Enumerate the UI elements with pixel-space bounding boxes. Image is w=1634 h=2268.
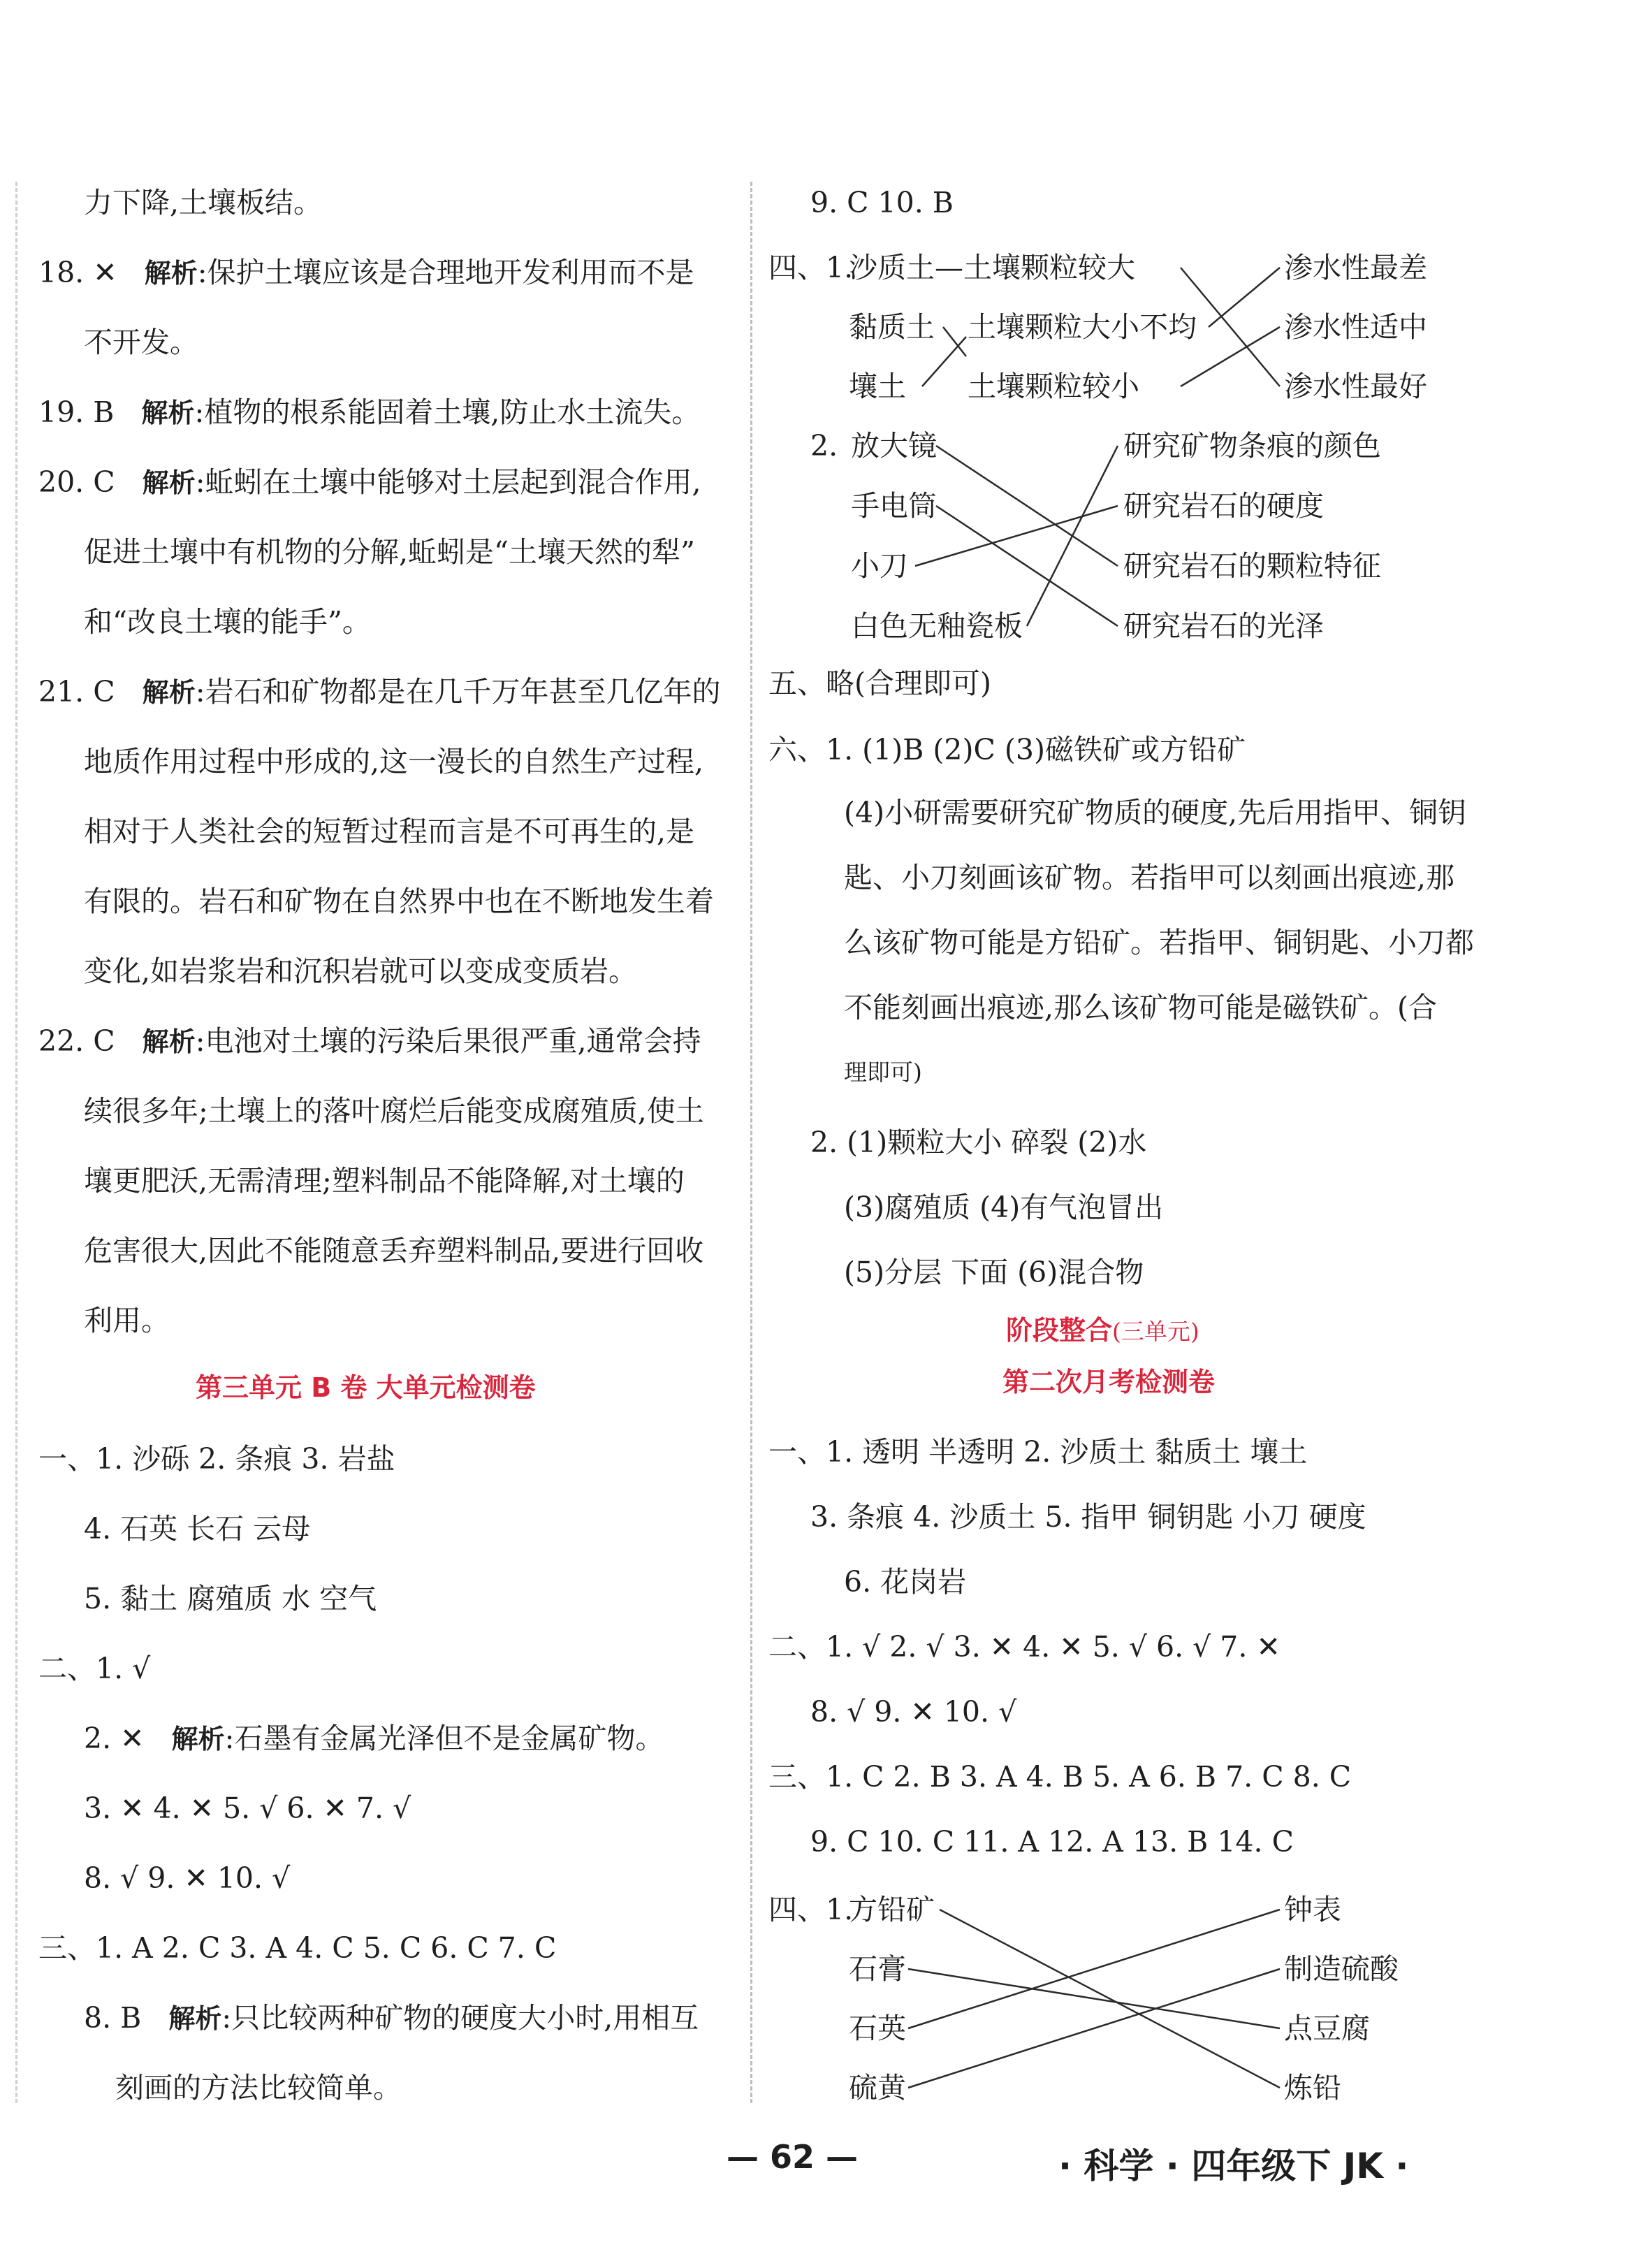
match3-right-2: 制造硫酸 bbox=[1284, 1952, 1399, 1986]
q22-label: 解析 bbox=[142, 1026, 196, 1057]
e1-line3: 3. 条痕 4. 沙质土 5. 指甲 铜钥匙 小刀 硬度 bbox=[810, 1500, 1366, 1534]
subject-label: · 科学 · 四年级下 JK · bbox=[1058, 2146, 1409, 2186]
r-section6-q4-e: 理即可) bbox=[844, 1059, 922, 1086]
match2-right-2: 研究岩石的硬度 bbox=[1123, 489, 1324, 523]
r-section6-q2-c: (5)分层 下面 (6)混合物 bbox=[844, 1256, 1144, 1289]
s1-line1: 一、1. 沙砾 2. 条痕 3. 岩盐 bbox=[38, 1442, 395, 1476]
q18-continued: 不开发。 bbox=[84, 326, 198, 359]
q22-text: :电池对土壤的污染后果很严重,通常会持 bbox=[195, 1024, 701, 1058]
match2-right-3: 研究岩石的颗粒特征 bbox=[1123, 549, 1381, 583]
r-section6-q4-a: (4)小研需要研究矿物质的硬度,先后用指甲、铜钥 bbox=[844, 796, 1467, 829]
q21-label: 解析 bbox=[142, 677, 196, 708]
match2-prefix: 2. bbox=[810, 429, 838, 463]
s3-line1: 三、1. A 2. C 3. A 4. C 5. C 6. C 7. C bbox=[38, 1931, 557, 1965]
match1-left-1: 沙质土—土壤颗粒较大 bbox=[849, 251, 1135, 284]
q22-number: 22. C bbox=[38, 1024, 115, 1058]
q21-continued-4: 变化,如岩浆岩和沉积岩就可以变成变质岩。 bbox=[84, 954, 638, 988]
match2-left-3: 小刀 bbox=[851, 549, 908, 583]
match3-right-1: 钟表 bbox=[1284, 1893, 1341, 1926]
q20-label: 解析 bbox=[142, 467, 196, 498]
match1-line-b bbox=[1209, 268, 1280, 327]
stage-note: (三单元) bbox=[1112, 1318, 1199, 1345]
match3-prefix: 四、1. bbox=[768, 1893, 854, 1926]
r-section6-q4-b: 匙、小刀刻画该矿物。若指甲可以刻画出痕迹,那 bbox=[844, 861, 1455, 894]
match3-right-3: 点豆腐 bbox=[1284, 2012, 1370, 2045]
s1-line4: 4. 石英 长石 云母 bbox=[84, 1512, 311, 1546]
s3-q8-number: 8. B bbox=[84, 2001, 142, 2035]
q20-continued-2: 和“改良土壤的能手”。 bbox=[84, 605, 371, 639]
match1-right-3: 渗水性最好 bbox=[1284, 370, 1427, 403]
match2-left-1: 放大镜 bbox=[851, 429, 937, 463]
match1-right-2: 渗水性适中 bbox=[1284, 310, 1427, 344]
e2-line8: 8. √ 9. ✕ 10. √ bbox=[810, 1695, 1017, 1729]
q20-continued-1: 促进土壤中有机物的分解,蚯蚓是“土壤天然的犁” bbox=[84, 535, 695, 569]
q20-text: :蚯蚓在土壤中能够对土层起到混合作用, bbox=[195, 465, 701, 499]
q19-text: :植物的根系能固着土壤,防止水土流失。 bbox=[194, 395, 701, 429]
match1-right-1: 渗水性最差 bbox=[1284, 251, 1427, 284]
text-line: 力下降,土壤板结。 bbox=[84, 186, 323, 219]
q18-text: :保护土壤应该是合理地开发利用而不是 bbox=[197, 256, 694, 289]
match2-right-1: 研究矿物条痕的颜色 bbox=[1123, 429, 1381, 463]
match2-line-c bbox=[915, 506, 1118, 566]
stage-title: 阶段整合 bbox=[1006, 1315, 1113, 1346]
q22-continued-2: 壤更肥沃,无需清理;塑料制品不能降解,对土壤的 bbox=[84, 1164, 685, 1198]
match2-left-4: 白色无釉瓷板 bbox=[851, 609, 1023, 643]
q18-label: 解析 bbox=[144, 258, 198, 289]
s2-line1: 二、1. √ bbox=[38, 1652, 151, 1685]
e3-line9: 9. C 10. C 11. A 12. A 13. B 14. C bbox=[810, 1825, 1294, 1859]
e1-line6: 6. 花岗岩 bbox=[844, 1565, 967, 1599]
s2-line3: 3. ✕ 4. ✕ 5. √ 6. ✕ 7. √ bbox=[84, 1791, 411, 1825]
q19-label: 解析 bbox=[141, 398, 195, 428]
match2-left-2: 手电筒 bbox=[851, 489, 937, 523]
match1-left-3: 壤土 bbox=[849, 370, 906, 403]
q19-number: 19. B bbox=[38, 395, 115, 429]
match2-right-4: 研究岩石的光泽 bbox=[1123, 609, 1324, 643]
q21-text: :岩石和矿物都是在几千万年甚至几亿年的 bbox=[195, 675, 721, 708]
q22-continued-4: 利用。 bbox=[84, 1304, 170, 1337]
s3-q8-label: 解析 bbox=[168, 2003, 222, 2034]
match3-right-4: 炼铅 bbox=[1284, 2071, 1341, 2105]
match1-line-a bbox=[1181, 268, 1280, 386]
match3-left-4: 硫黄 bbox=[849, 2071, 906, 2105]
r-section6-line1: 六、1. (1)B (2)C (3)磁铁矿或方铅矿 bbox=[768, 733, 1246, 766]
match3-line-d bbox=[908, 1969, 1280, 2088]
s2-q2-label: 解析 bbox=[171, 1724, 225, 1754]
s2-q2-text: :石墨有金属光泽但不是金属矿物。 bbox=[224, 1722, 664, 1755]
q20-number: 20. C bbox=[38, 465, 115, 499]
r-line1: 9. C 10. B bbox=[810, 186, 954, 219]
q22-continued-3: 危害很大,因此不能随意丢弃塑料制品,要进行回收 bbox=[84, 1234, 704, 1267]
page-number: — 62 — bbox=[727, 2138, 859, 2176]
section-title-unit3-b: 第三单元 B 卷 大单元检测卷 bbox=[196, 1372, 536, 1403]
s3-q8-continued: 刻画的方法比较简单。 bbox=[115, 2071, 402, 2105]
match1-mid-1: 土壤颗粒大小不均 bbox=[968, 310, 1197, 344]
match3-line-b bbox=[908, 1969, 1280, 2028]
e3-line1: 三、1. C 2. B 3. A 4. B 5. A 6. B 7. C 8. C bbox=[768, 1760, 1352, 1794]
match1-prefix: 四、1. bbox=[768, 251, 854, 284]
match3-left-2: 石膏 bbox=[849, 1952, 906, 1986]
s1-line5: 5. 黏土 腐殖质 水 空气 bbox=[84, 1582, 377, 1615]
s2-line8: 8. √ 9. ✕ 10. √ bbox=[84, 1861, 291, 1895]
match3-left-3: 石英 bbox=[849, 2012, 906, 2045]
r-section6-q2-a: 2. (1)颗粒大小 碎裂 (2)水 bbox=[810, 1126, 1147, 1159]
e2-line1: 二、1. √ 2. √ 3. ✕ 4. ✕ 5. √ 6. √ 7. ✕ bbox=[768, 1630, 1281, 1664]
match2-line-b bbox=[936, 506, 1118, 626]
s3-q8-text: :只比较两种矿物的硬度大小时,用相互 bbox=[221, 2001, 699, 2035]
q21-continued-2: 相对于人类社会的短暂过程而言是不可再生的,是 bbox=[84, 815, 695, 848]
q18-number: 18. ✕ bbox=[38, 256, 117, 289]
r-section5: 五、略(合理即可) bbox=[768, 667, 991, 700]
match1-line-c bbox=[1181, 327, 1280, 386]
s2-q2-number: 2. ✕ bbox=[84, 1722, 145, 1755]
r-section6-q2-b: (3)腐殖质 (4)有气泡冒出 bbox=[844, 1191, 1164, 1224]
exam-title: 第二次月考检测卷 bbox=[1002, 1367, 1216, 1397]
q21-number: 21. C bbox=[38, 675, 115, 708]
match1-line-e bbox=[922, 337, 966, 386]
match1-mid-2: 土壤颗粒较小 bbox=[968, 370, 1139, 403]
q21-continued-1: 地质作用过程中形成的,这一漫长的自然生产过程, bbox=[84, 745, 704, 778]
match3-left-1: 方铅矿 bbox=[849, 1893, 935, 1926]
e1-line1: 一、1. 透明 半透明 2. 沙质土 黏质土 壤土 bbox=[768, 1435, 1308, 1469]
match2-line-d bbox=[1027, 446, 1118, 626]
r-section6-q4-c: 么该矿物可能是方铅矿。若指甲、铜钥匙、小刀都 bbox=[844, 926, 1474, 959]
q22-continued-1: 续很多年;土壤上的落叶腐烂后能变成腐殖质,使土 bbox=[84, 1094, 704, 1128]
match1-left-2: 黏质土 bbox=[849, 310, 935, 344]
r-section6-q4-d: 不能刻画出痕迹,那么该矿物可能是磁铁矿。(合 bbox=[844, 991, 1438, 1024]
q21-continued-3: 有限的。岩石和矿物在自然界中也在不断地发生着 bbox=[84, 885, 714, 918]
match3-line-c bbox=[908, 1910, 1280, 2028]
match2-line-a bbox=[936, 446, 1118, 566]
